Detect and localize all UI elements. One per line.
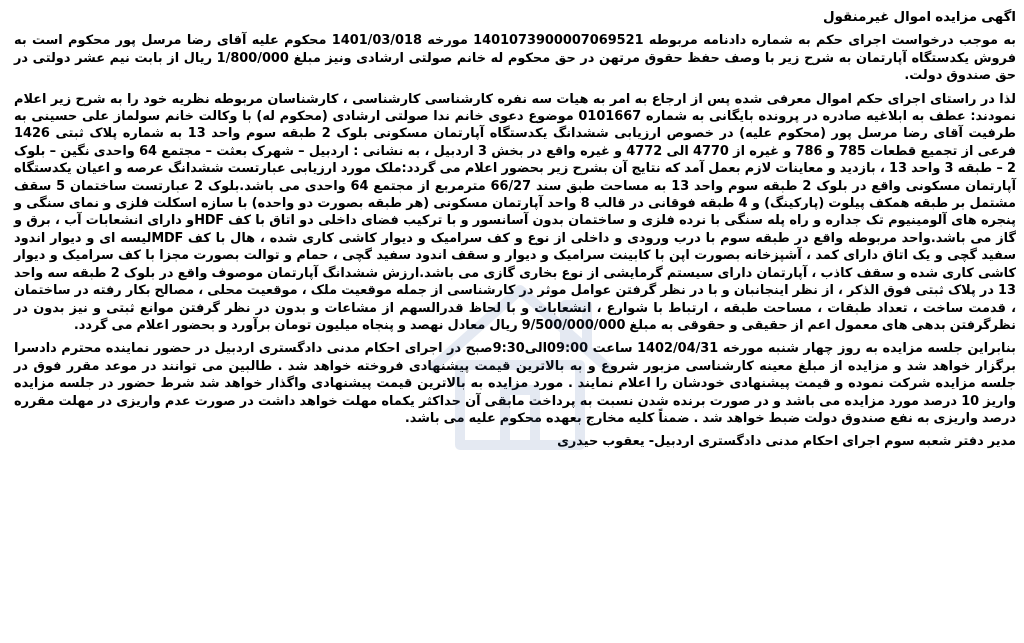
- signature-line: مدیر دفتر شعبه سوم اجرای احکام مدنی دادگستری اردبیل- یعقوب حیدری: [557, 434, 1016, 450]
- paragraph-appraisal: لذا در راستای اجرای حکم اموال معرفی شده پس از ارجاع به امر به هیات سه نفره کارشناسی کارشناسی ، کارشناسان مربوطه نظریه خود را به شرح زیر اعلام نمودند: عطف به ابلاغیه صادره در پرونده بایگانی به شماره 0101667 موضوع دعوی خانم ندا صولتی ارشادی (محکوم له) با وکالت خانم سولماز علی حسینی به طرفیت آقای رضا مرسل پور (محکوم علیه) در خصوص ارزیابی ششدانگ یکدستگاه آپارتمان مسکونی بلوک 2 طبقه سوم واحد 13 به شماره پلاک ثبتی 1426 فرعی از تجمیع قطعات 785 و 786 و غیره از 4770 الی 4772 و غیره واقع در بخش 3 اردبیل ، به نشانی : اردبیل – شهرک بعثت – مجتمع 64 واحدی نگین – بلوک 2 – طبقه 3 واحد 13 ، بازدید و معاینات لازم بعمل آمد که نتایج آن بشرح زیر بحضور اعلام می گردد:ملک مورد ارزیابی عبارتست ششدانگ عرصه و اعیان یکدستگاه آپارتمان مسکونی واقع در بلوک 2 طبقه سوم واحد 13 به مساحت طبق سند 66/27 مترمربع از مجتمع 64 واحدی می باشد.بلوک 2 عبارتست ساختمان 5 سقف مشتمل بر طبقه همکف پیلوت (پارکینگ) و 4 طبقه فوقانی در قالب 8 واحد آپارتمان مسکونی (هر طبقه بصورت دو واحده) با سازه اسکلت فلزی و نمای سنگی و پنجره های آلومینیوم تک جداره و راه پله سنگی با نرده فلزی و ساختمان بدون آسانسور و با ترکیب فضای داخلی دو اتاق با کف HDFو دارای انشعابات آب ، برق و گاز می باشد.واحد مربوطه واقع در طبقه سوم با درب ورودی و داخلی از نوع و کف سرامیک و دیوار کاشی کاری شده ، هال با کف MDFلیسه ای و دیوار اندود سفید گچی و یک اتاق دارای کمد ، آشپزخانه بصورت اپن با کابینت سرامیک و دیوار و سقف اندود سفید گچی ، حمام و توالت بصورت مجزا با کف سرامیک و دیوار کاشی کاری شده و سقف کاذب ، آپارتمان دارای سیستم گرمایشی از نوع بخاری گازی می باشد.ارزش ششدانگ آپارتمان موصوف واقع در بلوک 2 طبقه سه واحد 13 در پلاک ثبتی فوق الذکر ، از نظر اینجانبان و با در نظر گرفتن عوامل موثر در کارشناسی از جمله موقعیت ملک ، موقعیت محلی ، مصالح بکار رفته در ساختمان ، قدمت ساخت ، تعداد طبقات ، مساحت طبقه ، ارتباط با شوارع ، انشعابات و با لحاظ قدرالسهم از مشاعات و بدون در نظر گرفتن موانع ثبتی و نیز بدون در نظرگرفتن بدهی های معمول اعم از حقیقی و حقوقی به مبلغ 9/500/000/000 ریال معادل نهصد و پنجاه میلیون تومان برآورد و بحضور اعلام می گردد.: [14, 91, 1017, 333]
- paragraph-auction-terms: بنابراین جلسه مزایده به روز چهار شنبه مورخه 1402/04/31 ساعت 09:00الی9:30صبح در اجرای احکام مدنی دادگستری اردبیل در حضور نماینده محترم دادسرا برگزار خواهد شد و مزایده از مبلغ معینه کارشناسی مزبور شروع و به بالاترین قیمت پیشنهادی فروخته خواهد شد . طالبین می توانند در موعد مقرر فوق در جلسه مزایده شرکت نموده و قیمت پیشنهادی خودشان را اعلام نمایند . مورد مزایده به بالاترین قیمت پیشنهادی واگذار خواهد شد شرط حضور در جلسه مزایده واریز 10 درصد مورد مزایده می باشد و در صورت برنده شدن نسبت به پرداخت مابقی آن حداکثر یکماه مهلت خواهد داشت در صورت عدم واریزی در مهلت مقرره درصد واریزی به نفع صندوق دولت ضبط خواهد شد . ضمناً کلیه مخارج بعهده محکوم علیه می باشد.: [14, 341, 1017, 426]
- paragraph-order: به موجب درخواست اجرای حکم به شماره دادنامه مربوطه 140107390000706952‌1 مورخه 1401/03/018 محکوم علیه آقای رضا مرسل پور محکوم است به فروش یکدستگاه آپارتمان به شرح زیر با وصف حفظ حقوق مرتهن در حق محکوم له خانم صولتی ارشادی ونیز مبلغ 1/800/000 ریال از بابت نیم عشر دولتی در حق صندوق دولت.: [14, 33, 1017, 84]
- notice-title: اگهی مزایده اموال غیرمنقول: [823, 10, 1016, 25]
